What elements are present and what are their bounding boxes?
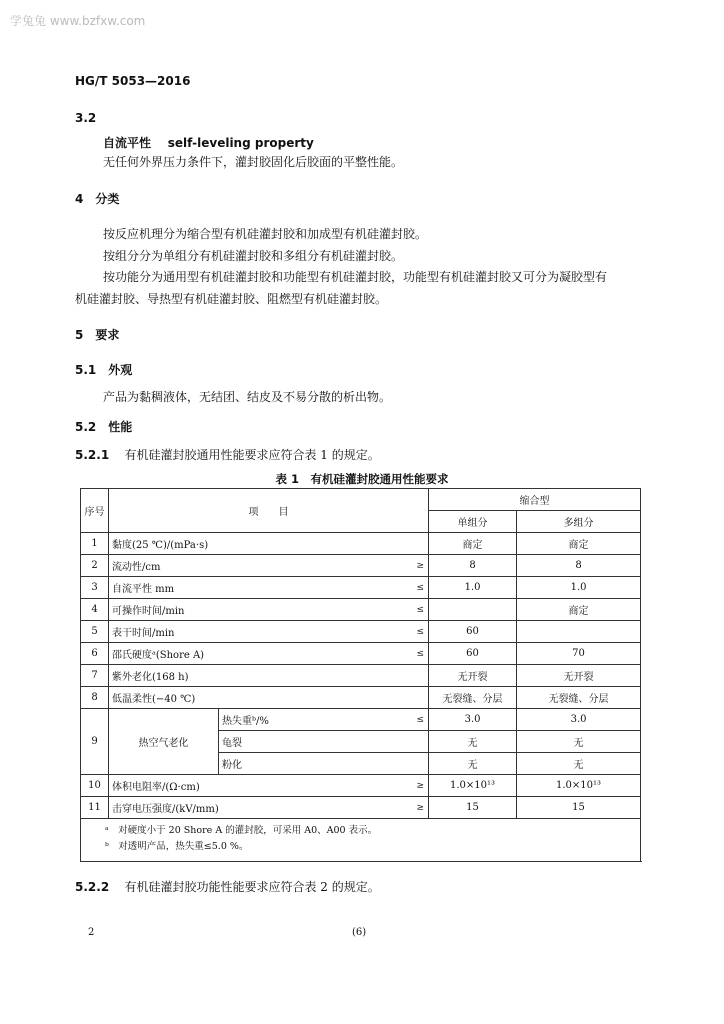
cell-single: 8 [429,555,517,577]
table-1 [80,488,641,862]
cell-single: 无开裂 [429,665,517,687]
header-item: 项 目 [109,489,429,533]
table-note: ᵇ 对透明产品，热失重≤5.0 %。 [105,841,249,852]
clause-text: 有机硅灌封胶通用性能要求应符合表 1 的规定。 [124,448,380,462]
row-item: 流动性/cm [109,555,349,577]
appearance-text: 产品为黏稠液体，无结团、结皮及不易分散的析出物。 [103,390,392,404]
cell-multi: 商定 [517,599,641,621]
row-item: 击穿电压强度/(kV/mm) [109,797,349,819]
table-row [81,533,641,555]
row-number: 5 [81,621,109,643]
row-item: 邵氏硬度ᵃ(Shore A) [109,643,349,665]
sub-item: 龟裂 [219,731,349,753]
classification-line: 机硅灌封胶、导热型有机硅灌封胶、阻燃型有机硅灌封胶。 [75,292,388,306]
row-number: 4 [81,599,109,621]
row-item: 自流平性 mm [109,577,349,599]
table-row [81,599,641,621]
cell-single: 15 [429,797,517,819]
table-row [81,709,641,731]
row-number: 3 [81,577,109,599]
row-mark [349,533,429,555]
cell-multi [517,621,641,643]
header-condensation: 缩合型 [429,489,641,511]
section-5-heading: 5 要求 [75,328,120,342]
cell-multi: 8 [517,555,641,577]
table-notes-row [81,819,641,862]
table-row [81,797,641,819]
cell-single: 1.0 [429,577,517,599]
standard-code: HG/T 5053—2016 [75,74,191,88]
sub-item: 热失重ᵇ/% [219,709,349,731]
row-item: 紫外老化(168 h) [109,665,349,687]
clause-text: 有机硅灌封胶功能性能要求应符合表 2 的规定。 [124,880,380,894]
row-number: 8 [81,687,109,709]
section-3-2-number: 3.2 [75,111,97,125]
table-row [81,643,641,665]
cell-multi: 70 [517,643,641,665]
cell-single: 无裂缝、分层 [429,687,517,709]
row-number: 9 [81,709,109,775]
table-note: ᵃ 对硬度小于 20 Shore A 的灌封胶，可采用 A0、A00 表示。 [105,825,378,836]
header-single: 单组分 [429,511,517,533]
row-mark: ≤ [349,577,429,599]
cell-multi: 1.0 [517,577,641,599]
classification-line: 按组分分为单组分有机硅灌封胶和多组分有机硅灌封胶。 [103,249,404,263]
cell-single [429,599,517,621]
row-mark [349,687,429,709]
row-item: 热空气老化 [109,709,219,775]
cell-single: 商定 [429,533,517,555]
row-mark [349,753,429,775]
table-notes [81,819,641,862]
row-number: 11 [81,797,109,819]
cell-multi: 3.0 [517,709,641,731]
term-heading [103,134,314,151]
clause-number: 5.2.2 [75,880,110,894]
cell-multi: 无裂缝、分层 [517,687,641,709]
row-mark: ≤ [349,621,429,643]
cell-single: 60 [429,621,517,643]
cell-single: 无 [429,753,517,775]
clause-number: 5.2.1 [75,448,110,462]
cell-multi: 无 [517,753,641,775]
row-number: 1 [81,533,109,555]
cell-multi: 无 [517,731,641,753]
row-mark: ≤ [349,643,429,665]
section-5-2-heading: 5.2 性能 [75,420,133,434]
table-1-caption: 表 1 有机硅灌封胶通用性能要求 [275,472,449,486]
term-en: self-leveling property [167,136,314,150]
cell-single: 1.0×10¹³ [429,775,517,797]
classification-line: 按反应机理分为缩合型有机硅灌封胶和加成型有机硅灌封胶。 [103,227,428,241]
cell-single: 3.0 [429,709,517,731]
row-mark: ≤ [349,599,429,621]
section-4-heading: 4 分类 [75,192,120,206]
sub-item: 粉化 [219,753,349,775]
row-item: 低温柔性(−40 ℃) [109,687,349,709]
row-mark: ≥ [349,775,429,797]
table-header-row [81,489,641,511]
row-item: 体积电阻率/(Ω·cm) [109,775,349,797]
header-multi: 多组分 [517,511,641,533]
table-row [81,621,641,643]
row-number: 10 [81,775,109,797]
page-number: 2 [88,927,95,938]
table-row [81,775,641,797]
term-definition: 无任何外界压力条件下，灌封胶固化后胶面的平整性能。 [103,155,404,169]
section-5-1-heading: 5.1 外观 [75,363,133,377]
row-item: 黏度(25 ℃)/(mPa·s) [109,533,349,555]
row-mark: ≤ [349,709,429,731]
row-number: 6 [81,643,109,665]
row-mark: ≥ [349,797,429,819]
cell-multi: 15 [517,797,641,819]
cell-single: 无 [429,731,517,753]
clause-5-2-2 [75,878,380,895]
cell-multi: 无开裂 [517,665,641,687]
classification-line: 按功能分为通用型有机硅灌封胶和功能型有机硅灌封胶，功能型有机硅灌封胶又可分为凝胶型有 [103,270,608,284]
table-row [81,577,641,599]
table-row [81,555,641,577]
cell-single: 60 [429,643,517,665]
watermark: 学兔兔 www.bzfxw.com [10,14,146,28]
row-number: 2 [81,555,109,577]
row-mark [349,731,429,753]
row-item: 表干时间/min [109,621,349,643]
row-item: 可操作时间/min [109,599,349,621]
row-mark [349,665,429,687]
term-cn: 自流平性 [103,136,152,150]
clause-5-2-1 [75,446,380,463]
cell-multi: 商定 [517,533,641,555]
row-number: 7 [81,665,109,687]
header-seq: 序号 [81,489,109,533]
row-mark: ≥ [349,555,429,577]
table-row [81,687,641,709]
footer-center-mark: (6) [352,927,367,938]
cell-multi: 1.0×10¹³ [517,775,641,797]
table-row [81,665,641,687]
